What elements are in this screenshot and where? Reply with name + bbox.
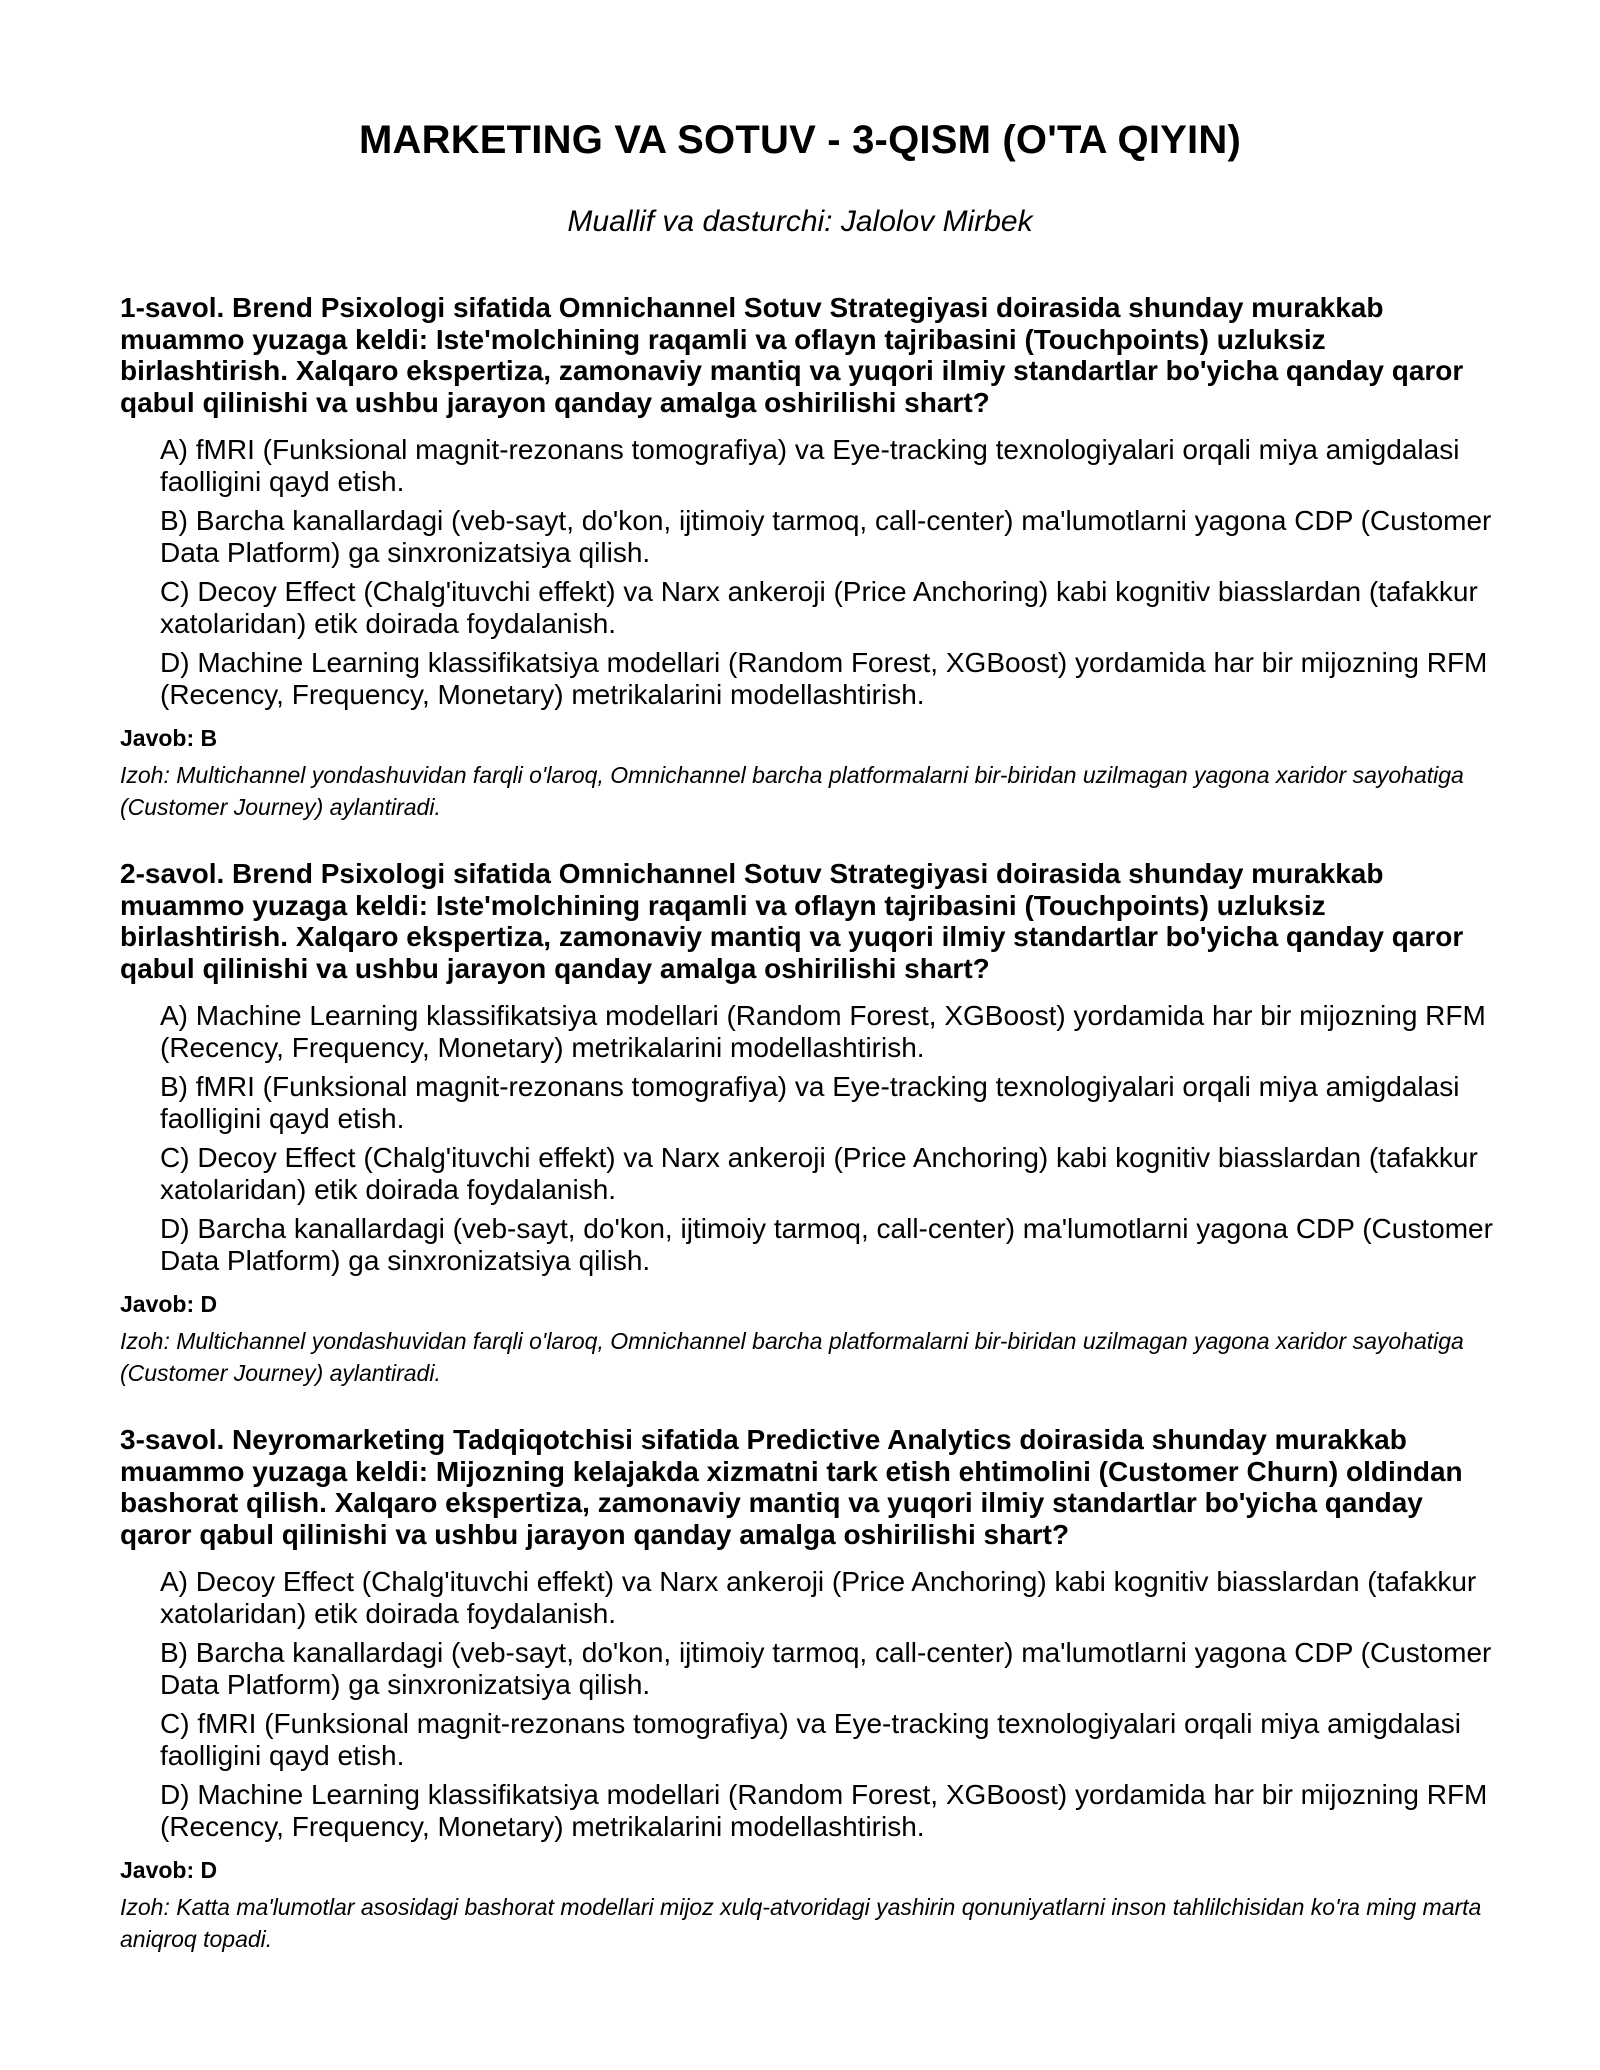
explanation-note: Izoh: Multichannel yondashuvidan farqli o'laroq, Omnichannel barcha platformalarni bir-biridan uzilmagan yagona xaridor sayohatiga (Customer Journey) aylantiradi. (120, 762, 1464, 820)
question-text: 3-savol. Neyromarketing Tadqiqotchisi sifatida Predictive Analytics doirasida shunday murakkab muammo yuzaga keldi: Mijozning kelajakda xizmatni tark etish ehtimolini (Customer Churn) oldindan bashorat qilish. Xalqaro ekspertiza, zamonaviy mantiq va yuqori ilmiy standartlar bo'yicha qanday qaror qabul qilinishi va ushbu jarayon qanday amalga oshirilishi shart? (120, 1424, 1463, 1550)
option-c: C) fMRI (Funksional magnit-rezonans tomografiya) va Eye-tracking texnologiyalari orqali miya amigdalasi faolligini qayd etish. (160, 1708, 1461, 1771)
option-c: C) Decoy Effect (Chalg'ituvchi effekt) va Narx ankeroji (Price Anchoring) kabi kognitiv biasslardan (tafakkur xatolaridan) etik doirada foydalanish. (160, 1142, 1478, 1205)
answer-line: Javob: B (120, 725, 218, 751)
option-d: D) Machine Learning klassifikatsiya modellari (Random Forest, XGBoost) yordamida har bir mijozning RFM (Recency, Frequency, Monetary) metrikalarini modellashtirish. (160, 647, 1488, 710)
option-b: B) fMRI (Funksional magnit-rezonans tomografiya) va Eye-tracking texnologiyalari orqali miya amigdalasi faolligini qayd etish. (160, 1071, 1460, 1134)
answer-options (120, 1566, 1495, 1842)
question-1 (120, 292, 1495, 823)
option-c: C) Decoy Effect (Chalg'ituvchi effekt) va Narx ankeroji (Price Anchoring) kabi kognitiv biasslardan (tafakkur xatolaridan) etik doirada foydalanish. (160, 576, 1478, 639)
option-d: D) Barcha kanallardagi (veb-sayt, do'kon, ijtimoiy tarmoq, call-center) ma'lumotlarni yagona CDP (Customer Data Platform) ga sinxronizatsiya qilish. (160, 1213, 1493, 1276)
option-b: B) Barcha kanallardagi (veb-sayt, do'kon, ijtimoiy tarmoq, call-center) ma'lumotlarni yagona CDP (Customer Data Platform) ga sinxronizatsiya qilish. (160, 505, 1492, 568)
answer-options (120, 1000, 1495, 1276)
answer-options (120, 434, 1495, 710)
option-d: D) Machine Learning klassifikatsiya modellari (Random Forest, XGBoost) yordamida har bir mijozning RFM (Recency, Frequency, Monetary) metrikalarini modellashtirish. (160, 1779, 1488, 1842)
answer-line: Javob: D (120, 1857, 218, 1883)
option-b: B) Barcha kanallardagi (veb-sayt, do'kon, ijtimoiy tarmoq, call-center) ma'lumotlarni yagona CDP (Customer Data Platform) ga sinxronizatsiya qilish. (160, 1637, 1492, 1700)
question-text: 2-savol. Brend Psixologi sifatida Omnichannel Sotuv Strategiyasi doirasida shunday murakkab muammo yuzaga keldi: Iste'molchining raqamli va oflayn tajribasini (Touchpoints) uzluksiz birlashtirish. Xalqaro ekspertiza, zamonaviy mantiq va yuqori ilmiy standartlar bo'yicha qanday qaror qabul qilinishi va ushbu jarayon qanday amalga oshirilishi shart? (120, 858, 1464, 984)
option-a: A) fMRI (Funksional magnit-rezonans tomografiya) va Eye-tracking texnologiyalari orqali miya amigdalasi faolligini qayd etish. (160, 434, 1460, 497)
explanation-note: Izoh: Katta ma'lumotlar asosidagi bashorat modellari mijoz xulq-atvoridagi yashirin qonuniyatlarni inson tahlilchisidan ko'ra ming marta aniqroq topadi. (120, 1894, 1482, 1952)
explanation-note: Izoh: Multichannel yondashuvidan farqli o'laroq, Omnichannel barcha platformalarni bir-biridan uzilmagan yagona xaridor sayohatiga (Customer Journey) aylantiradi. (120, 1328, 1464, 1386)
page-title: MARKETING VA SOTUV - 3-QISM (O'TA QIYIN) (359, 118, 1241, 162)
author-line: Muallif va dasturchi: Jalolov Mirbek (567, 205, 1033, 238)
question-2 (120, 858, 1495, 1389)
question-3 (120, 1424, 1495, 1955)
option-a: A) Decoy Effect (Chalg'ituvchi effekt) va Narx ankeroji (Price Anchoring) kabi kognitiv biasslardan (tafakkur xatolaridan) etik doirada foydalanish. (160, 1566, 1477, 1629)
answer-line: Javob: D (120, 1291, 218, 1317)
question-text: 1-savol. Brend Psixologi sifatida Omnichannel Sotuv Strategiyasi doirasida shunday murakkab muammo yuzaga keldi: Iste'molchining raqamli va oflayn tajribasini (Touchpoints) uzluksiz birlashtirish. Xalqaro ekspertiza, zamonaviy mantiq va yuqori ilmiy standartlar bo'yicha qanday qaror qabul qilinishi va ushbu jarayon qanday amalga oshirilishi shart? (120, 292, 1464, 418)
option-a: A) Machine Learning klassifikatsiya modellari (Random Forest, XGBoost) yordamida har bir mijozning RFM (Recency, Frequency, Monetary) metrikalarini modellashtirish. (160, 1000, 1486, 1063)
